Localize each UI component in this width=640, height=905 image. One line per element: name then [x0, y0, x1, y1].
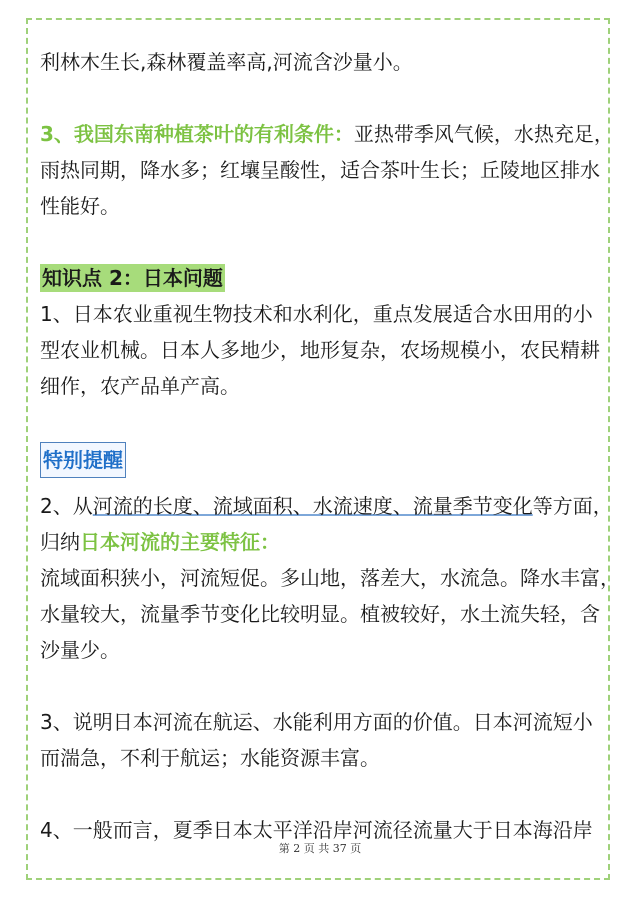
- text-line: 4、一般而言，夏季日本太平洋沿岸河流径流量大于日本海沿岸: [40, 818, 593, 842]
- text-line: 型农业机械。日本人多地少，地形复杂，农场规模小，农民精耕: [40, 338, 600, 362]
- item-2-summary-line: [40, 524, 600, 560]
- text-line: 水量较大，流量季节变化比较明显。植被较好，水土流失轻，含: [40, 602, 600, 626]
- text-line: 沙量少。: [40, 638, 120, 662]
- knowledge-point-heading-line: [40, 260, 600, 296]
- text-line: 1、日本农业重视生物技术和水利化，重点发展适合水田用的小: [40, 302, 593, 326]
- page-footer: 第 2 页 共 37 页: [278, 842, 362, 855]
- item-3-text: 亚热带季风气候，水热充足，: [353, 122, 614, 146]
- text-line: 而湍急，不利于航运；水能资源丰富。: [40, 746, 380, 770]
- item-3-line: [40, 116, 614, 152]
- item-2-suffix: 等方面，: [532, 494, 613, 518]
- text-line: 3、说明日本河流在航运、水能利用方面的价值。日本河流短小: [40, 710, 593, 734]
- special-reminder-badge: 特别提醒: [40, 442, 126, 478]
- text-line: 细作，农产品单产高。: [40, 374, 240, 398]
- text-line: 性能好。: [40, 194, 120, 218]
- page-frame: [26, 18, 620, 880]
- item-2-line: [40, 488, 613, 524]
- knowledge-point-title: 知识点 2：日本问题: [42, 266, 223, 290]
- summary-prefix: 归纳: [40, 530, 80, 554]
- text-line: 雨热同期，降水多；红壤呈酸性，适合茶叶生长；丘陵地区排水: [40, 158, 600, 182]
- item-2-prefix: 2、从: [40, 494, 93, 518]
- reminder-line: [40, 440, 600, 480]
- text-line: 流域面积狭小，河流短促。多山地，落差大，水流急。降水丰富，: [40, 566, 620, 590]
- text-line: 利林木生长,森林覆盖率高,河流含沙量小。: [40, 50, 413, 74]
- japan-river-features-label: 日本河流的主要特征：: [80, 530, 280, 554]
- item-2-underlined-text: 河流的长度、流域面积、水流速度、流量季节变化: [92, 494, 533, 518]
- document-body: [40, 44, 620, 848]
- item-3-label: 3、我国东南种植茶叶的有利条件：: [40, 122, 354, 146]
